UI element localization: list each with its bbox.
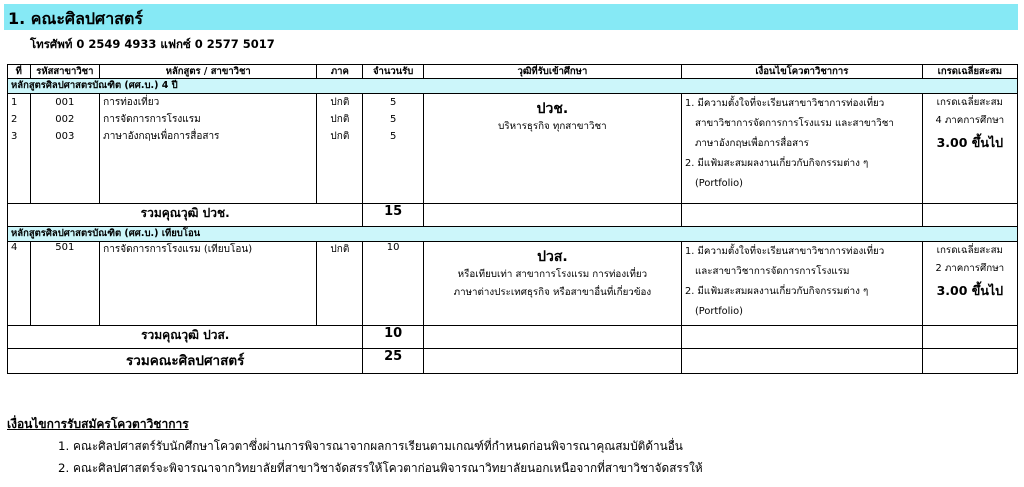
criteria-cell: [681, 242, 922, 326]
subtotal-label: รวมคุณวุฒิ ปวช.: [8, 204, 363, 227]
empty-cell: [922, 326, 1017, 349]
empty-cell: [922, 349, 1017, 374]
gpa-label: เกรดเฉลี่ยสะสม: [936, 245, 1004, 256]
qualification-cell: [423, 242, 681, 326]
gpa-cell: [922, 242, 1017, 326]
gpa-value: 3.00 ขึ้นไป: [936, 283, 1004, 298]
program-code: 501: [30, 242, 100, 326]
seats-value: 5: [389, 97, 397, 108]
program-code: 002: [55, 114, 75, 125]
empty-cell: [681, 326, 922, 349]
gpa-value: 3.00 ขึ้นไป: [936, 135, 1004, 150]
section-row: [8, 227, 1018, 242]
header-code: รหัสสาขาวิชา: [30, 65, 100, 79]
subtotal-value: 15: [363, 204, 423, 227]
section-row: [8, 79, 1018, 94]
gpa-cell: [922, 94, 1017, 204]
criteria-cell: [681, 94, 922, 204]
qualification-detail: หรือเทียบเท่า สาขาการโรงแรม การท่องเที่ยว: [457, 269, 648, 280]
empty-cell: [423, 326, 681, 349]
section-label: หลักสูตรศิลปศาสตรบัณฑิต (ศศ.บ.) เทียบโอน: [8, 227, 1018, 242]
faculty-title: 1. คณะศิลปศาสตร์: [8, 9, 143, 28]
empty-cell: [681, 204, 922, 227]
criteria-line: (Portfolio): [694, 178, 743, 189]
seats-cell: [363, 94, 423, 204]
qualification-cell: [423, 94, 681, 204]
term-value: ปกติ: [317, 242, 363, 326]
criteria-line: 2. มีแฟ้มสะสมผลงานเกี่ยวกับกิจกรรมต่าง ๆ: [684, 286, 869, 297]
program-code: 003: [55, 131, 75, 142]
criteria-line: สาขาวิชาการจัดการการโรงแรม และสาขาวิชา: [694, 118, 894, 129]
qualification-detail: ภาษาต่างประเทศธุรกิจ หรือสาขาอื่นที่เกี่ยวข้อง: [453, 287, 652, 298]
row-no: 3: [11, 131, 18, 142]
term-value: ปกติ: [330, 114, 350, 125]
seats-value: 5: [389, 114, 397, 125]
program-name: การท่องเที่ยว: [103, 97, 160, 108]
term-value: ปกติ: [330, 131, 350, 142]
criteria-line: 1. มีความตั้งใจที่จะเรียนสาขาวิชาการท่องเที่ยว: [684, 246, 885, 257]
criteria-line: และสาขาวิชาการจัดการการโรงแรม: [694, 266, 850, 277]
criteria-line: (Portfolio): [694, 306, 743, 317]
total-row: [8, 349, 1018, 374]
condition-item: 2. คณะศิลปศาสตร์จะพิจารณาจากวิทยาลัยที่สาขาวิชาจัดสรรให้โควตาก่อนพิจารณาวิทยาลัยนอกเหนือจากที่สาขาวิชาจัดสรรให้: [58, 461, 703, 475]
program-code: 001: [55, 97, 75, 108]
code-cell: [30, 94, 100, 204]
program-name: ภาษาอังกฤษเพื่อการสื่อสาร: [103, 131, 220, 142]
table-row: [8, 242, 1018, 326]
empty-cell: [423, 349, 681, 374]
empty-cell: [681, 349, 922, 374]
criteria-line: ภาษาอังกฤษเพื่อการสื่อสาร: [694, 138, 809, 149]
subtotal-value: 10: [363, 326, 423, 349]
header-qualification: วุฒิที่รับเข้าศึกษา: [423, 65, 681, 79]
table-header-row: [8, 65, 1018, 79]
qualification-detail: บริหารธุรกิจ ทุกสาขาวิชา: [498, 121, 607, 132]
total-value: 25: [363, 349, 423, 374]
gpa-label: เกรดเฉลี่ยสะสม: [936, 97, 1004, 108]
subtotal-row: [8, 204, 1018, 227]
subtotal-row: [8, 326, 1018, 349]
seats-value: 10: [363, 242, 423, 326]
header-criteria: เงื่อนไขโควตาวิชาการ: [681, 65, 922, 79]
program-cell: [100, 94, 317, 204]
row-no: 1: [11, 97, 18, 108]
empty-cell: [423, 204, 681, 227]
conditions-heading: เงื่อนไขการรับสมัครโควตาวิชาการ: [7, 417, 189, 431]
program-name: การจัดการการโรงแรม (เทียบโอน): [100, 242, 317, 326]
header-seats: จำนวนรับ: [363, 65, 423, 79]
seats-value: 5: [389, 131, 397, 142]
quota-table: [7, 64, 1018, 374]
gpa-terms: 4 ภาคการศึกษา: [935, 115, 1005, 126]
contact-info: โทรศัพท์ 0 2549 4933 แฟกซ์ 0 2577 5017: [30, 37, 275, 51]
section-label: หลักสูตรศิลปศาสตรบัณฑิต (ศศ.บ.) 4 ปี: [8, 79, 1018, 94]
table-row: [8, 94, 1018, 204]
qualification-main: ปวช.: [536, 101, 569, 117]
program-name: การจัดการการโรงแรม: [103, 114, 201, 125]
header-no: ที่: [8, 65, 31, 79]
term-cell: [317, 94, 363, 204]
criteria-line: 1. มีความตั้งใจที่จะเรียนสาขาวิชาการท่องเที่ยว: [684, 98, 885, 109]
empty-cell: [922, 204, 1017, 227]
row-no: 2: [11, 114, 18, 125]
header-program: หลักสูตร / สาขาวิชา: [100, 65, 317, 79]
total-label: รวมคณะศิลปศาสตร์: [8, 349, 363, 374]
subtotal-label: รวมคุณวุฒิ ปวส.: [8, 326, 363, 349]
qualification-main: ปวส.: [537, 249, 568, 265]
gpa-terms: 2 ภาคการศึกษา: [935, 263, 1005, 274]
condition-item: 1. คณะศิลปศาสตร์รับนักศึกษาโควตาซึ่งผ่านการพิจารณาจากผลการเรียนตามเกณฑ์ที่กำหนดก่อนพิจารณาคุณสมบัติด้านอื่น: [58, 439, 683, 453]
header-term: ภาค: [317, 65, 363, 79]
criteria-line: 2. มีแฟ้มสะสมผลงานเกี่ยวกับกิจกรรมต่าง ๆ: [684, 158, 869, 169]
faculty-title-bar: [4, 4, 1018, 30]
no-cell: 4: [8, 242, 31, 326]
no-cell: [8, 94, 31, 204]
term-value: ปกติ: [330, 97, 350, 108]
header-gpa: เกรดเฉลี่ยสะสม: [922, 65, 1017, 79]
